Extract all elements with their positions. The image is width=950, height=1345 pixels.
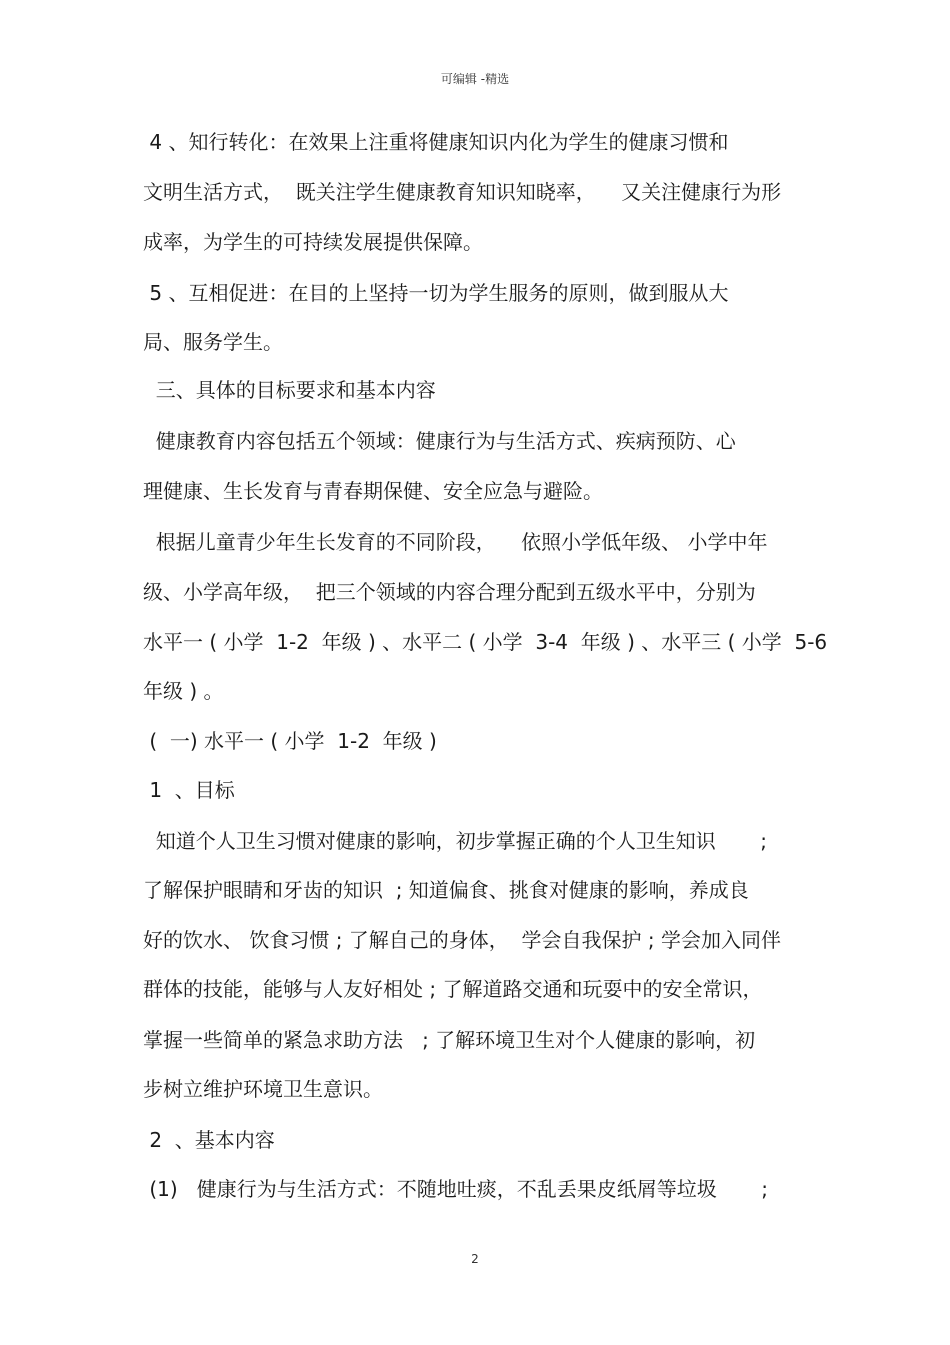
text-line: (1) 健康行为与生活方式：不随地吐痰，不乱丢果皮纸屑等垃圾 ; bbox=[143, 1177, 768, 1201]
text-line: 4 、知行转化：在效果上注重将健康知识内化为学生的健康习惯和 bbox=[143, 130, 729, 154]
text-line: 成率，为学生的可持续发展提供保障。 bbox=[143, 230, 483, 254]
item-heading: 2 、基本内容 bbox=[143, 1128, 275, 1152]
subsection-heading: ( 一) 水平一 ( 小学 1-2 年级 ) bbox=[143, 729, 437, 753]
text-line: 群体的技能，能够与人友好相处 ; 了解道路交通和玩耍中的安全常识， bbox=[143, 977, 763, 1001]
text-line: 年级 ) 。 bbox=[143, 679, 224, 703]
text-line: 文明生活方式， 既关注学生健康教育知识知晓率， 又关注健康行为形 bbox=[143, 180, 782, 204]
text-line: 级、小学高年级， 把三个领域的内容合理分配到五级水平中，分别为 bbox=[143, 580, 756, 604]
page-number: 2 bbox=[471, 1252, 479, 1266]
item-heading: 1 、目标 bbox=[143, 778, 235, 802]
text-line: 好的饮水、 饮食习惯 ; 了解自己的身体， 学会自我保护 ; 学会加入同伴 bbox=[143, 928, 781, 952]
text-line: 健康教育内容包括五个领域：健康行为与生活方式、疾病预防、心 bbox=[143, 429, 736, 453]
text-line: 局、服务学生。 bbox=[143, 330, 283, 354]
text-line: 知道个人卫生习惯对健康的影响，初步掌握正确的个人卫生知识 ; bbox=[143, 829, 767, 853]
text-line: 掌握一些简单的紧急求助方法 ; 了解环境卫生对个人健康的影响，初 bbox=[143, 1028, 756, 1052]
text-line: 步树立维护环境卫生意识。 bbox=[143, 1077, 383, 1101]
text-line: 了解保护眼睛和牙齿的知识 ; 知道偏食、挑食对健康的影响，养成良 bbox=[143, 878, 749, 902]
text-line: 水平一 ( 小学 1-2 年级 ) 、水平二 ( 小学 3-4 年级 ) 、水平三 ( 小学 5-6 bbox=[143, 630, 828, 654]
text-line: 5 、互相促进：在目的上坚持一切为学生服务的原则，做到服从大 bbox=[143, 281, 729, 305]
text-line: 根据儿童青少年生长发育的不同阶段， 依照小学低年级、 小学中年 bbox=[143, 530, 768, 554]
page-header-watermark: 可编辑 -精选 bbox=[440, 72, 510, 86]
section-heading: 三、具体的目标要求和基本内容 bbox=[143, 378, 436, 402]
text-line: 理健康、生长发育与青春期保健、安全应急与避险。 bbox=[143, 479, 603, 503]
